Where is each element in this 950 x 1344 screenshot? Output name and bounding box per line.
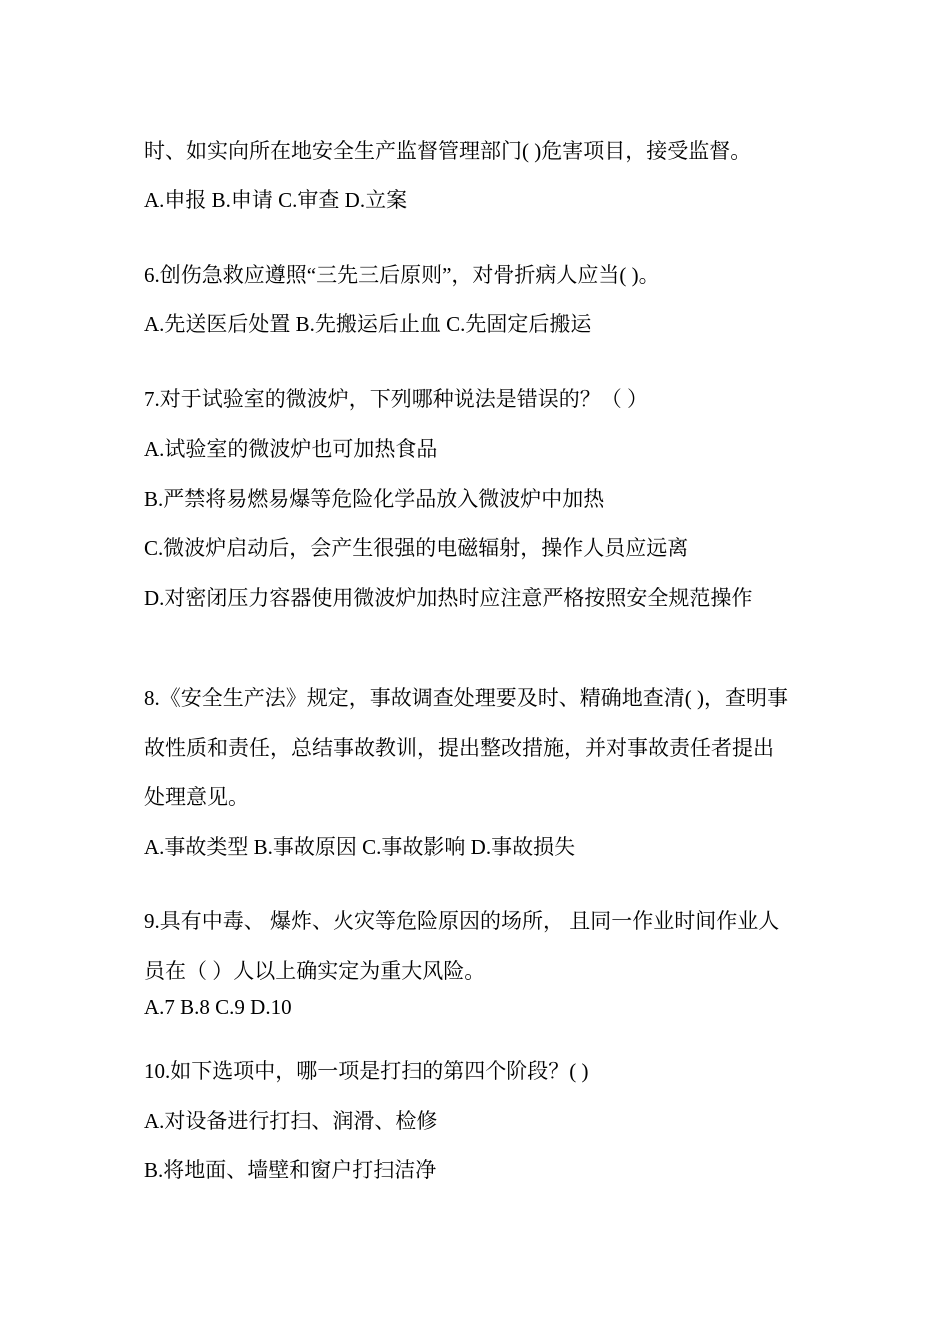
question-9-stem-line-2: 员在（ ）人以上确实定为重大风险。 bbox=[144, 959, 486, 983]
question-8-stem-line-3: 处理意见。 bbox=[144, 785, 249, 809]
question-8-stem-line-1: 8.《安全生产法》规定，事故调查处理要及时、精确地查清( )，查明事 bbox=[144, 686, 788, 710]
question-7-option-a: A.试验室的微波炉也可加热食品 bbox=[144, 437, 438, 461]
intro-question-options: A.申报 B.申请 C.审查 D.立案 bbox=[144, 188, 408, 212]
question-10-stem: 10.如下选项中，哪一项是打扫的第四个阶段？( ) bbox=[144, 1059, 589, 1083]
question-6-stem: 6.创伤急救应遵照“三先三后原则”，对骨折病人应当( )。 bbox=[144, 263, 660, 287]
question-8-stem-line-2: 故性质和责任，总结事故教训，提出整改措施，并对事故责任者提出 bbox=[144, 736, 774, 760]
question-7-option-b: B.严禁将易燃易爆等危险化学品放入微波炉中加热 bbox=[144, 487, 605, 511]
question-9-options: A.7 B.8 C.9 D.10 bbox=[144, 995, 292, 1019]
question-7-option-c: C.微波炉启动后，会产生很强的电磁辐射，操作人员应远离 bbox=[144, 536, 689, 560]
question-7-stem: 7.对于试验室的微波炉，下列哪种说法是错误的？（ ） bbox=[144, 387, 648, 411]
question-10-option-a: A.对设备进行打扫、润滑、检修 bbox=[144, 1109, 438, 1133]
question-7-option-d: D.对密闭压力容器使用微波炉加热时应注意严格按照安全规范操作 bbox=[144, 586, 753, 610]
question-8-options: A.事故类型 B.事故原因 C.事故影响 D.事故损失 bbox=[144, 835, 576, 859]
question-9-stem-line-1: 9.具有中毒、 爆炸、火灾等危险原因的场所， 且同一作业时间作业人 bbox=[144, 909, 780, 933]
question-6-options: A.先送医后处置 B.先搬运后止血 C.先固定后搬运 bbox=[144, 312, 592, 336]
question-10-option-b: B.将地面、墙壁和窗户打扫洁净 bbox=[144, 1158, 437, 1182]
intro-question-stem: 时、如实向所在地安全生产监督管理部门( )危害项目，接受监督。 bbox=[144, 139, 752, 163]
